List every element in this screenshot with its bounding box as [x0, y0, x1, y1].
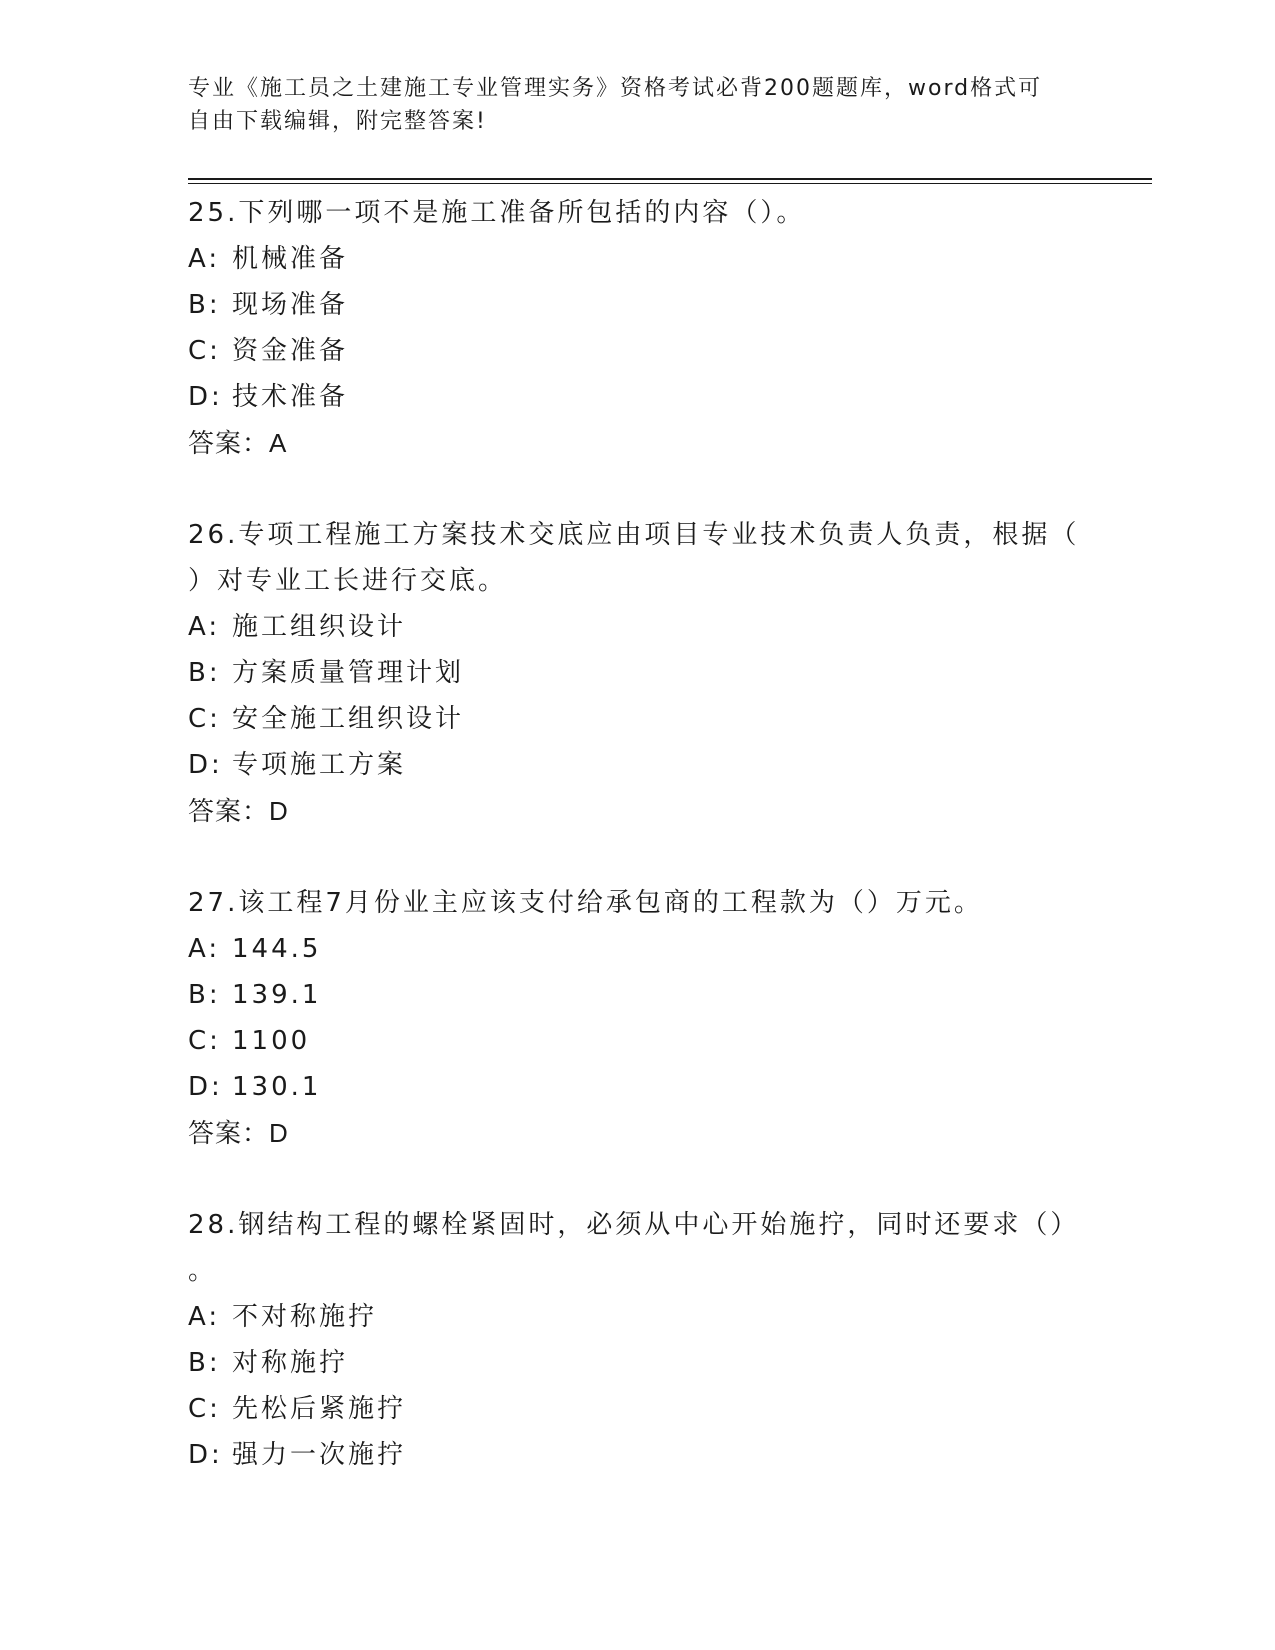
option-letter: A: [188, 612, 221, 642]
option-text: 130.1 [232, 1072, 322, 1102]
option-letter: C: [188, 1026, 221, 1056]
header-line-1: 专业《施工员之土建施工专业管理实务》资格考试必背200题题库，word格式可 [188, 76, 1043, 101]
question-spacer [188, 834, 1088, 880]
question-spacer [188, 1156, 1088, 1202]
option-letter: B: [188, 658, 221, 688]
option-letter: C: [188, 1394, 221, 1424]
option-text: 技术准备 [232, 382, 349, 412]
question-27 [188, 880, 1088, 1156]
question-stem: 26.专项工程施工方案技术交底应由项目专业技术负责人负责，根据（ [188, 520, 1080, 550]
option-d [188, 1432, 1088, 1478]
option-letter: A: [188, 1302, 221, 1332]
option-b [188, 650, 1088, 696]
option-text: 对称施拧 [232, 1348, 349, 1378]
option-b [188, 972, 1088, 1018]
option-letter: D: [188, 1440, 223, 1470]
question-stem: 28.钢结构工程的螺栓紧固时，必须从中心开始施拧，同时还要求（） [188, 1210, 1080, 1240]
option-letter: C: [188, 704, 221, 734]
header-rule-thin [188, 183, 1152, 184]
option-d [188, 374, 1088, 420]
header-rule-thick [188, 178, 1152, 180]
option-b [188, 1340, 1088, 1386]
option-letter: D: [188, 382, 223, 412]
option-text: 施工组织设计 [232, 612, 407, 642]
header-line-2: 自由下载编辑，附完整答案! [188, 109, 487, 134]
option-text: 机械准备 [232, 244, 349, 274]
option-c [188, 328, 1088, 374]
option-d [188, 742, 1088, 788]
option-b [188, 282, 1088, 328]
option-c [188, 696, 1088, 742]
option-letter: A: [188, 244, 221, 274]
option-text: 现场准备 [232, 290, 349, 320]
question-stem: 27.该工程7月份业主应该支付给承包商的工程款为（）万元。 [188, 888, 983, 918]
question-28 [188, 1202, 1088, 1478]
question-stem: 25.下列哪一项不是施工准备所包括的内容（）。 [188, 198, 806, 228]
option-text: 1100 [232, 1026, 311, 1056]
answer-label: 答案：D [188, 1118, 289, 1148]
question-25 [188, 190, 1088, 466]
question-stem-continued: ）对专业工长进行交底。 [188, 566, 508, 596]
answer-label: 答案：A [188, 428, 288, 458]
option-text: 方案质量管理计划 [232, 658, 465, 688]
option-text: 139.1 [232, 980, 322, 1010]
option-text: 专项施工方案 [232, 750, 407, 780]
option-text: 先松后紧施拧 [232, 1394, 407, 1424]
document-header [188, 72, 1068, 138]
option-text: 不对称施拧 [232, 1302, 378, 1332]
option-letter: B: [188, 1348, 221, 1378]
option-letter: D: [188, 1072, 223, 1102]
option-c [188, 1386, 1088, 1432]
option-letter: A: [188, 934, 221, 964]
option-letter: B: [188, 980, 221, 1010]
option-text: 资金准备 [232, 336, 349, 366]
option-a [188, 1294, 1088, 1340]
question-26 [188, 512, 1088, 834]
option-a [188, 236, 1088, 282]
question-list [188, 190, 1088, 1478]
option-c [188, 1018, 1088, 1064]
option-text: 144.5 [232, 934, 322, 964]
option-a [188, 604, 1088, 650]
option-letter: C: [188, 336, 221, 366]
option-text: 强力一次施拧 [232, 1440, 407, 1470]
question-spacer [188, 466, 1088, 512]
option-d [188, 1064, 1088, 1110]
option-a [188, 926, 1088, 972]
option-letter: B: [188, 290, 221, 320]
question-stem-continued: 。 [188, 1256, 218, 1286]
answer-label: 答案：D [188, 796, 289, 826]
option-text: 安全施工组织设计 [232, 704, 465, 734]
option-letter: D: [188, 750, 223, 780]
